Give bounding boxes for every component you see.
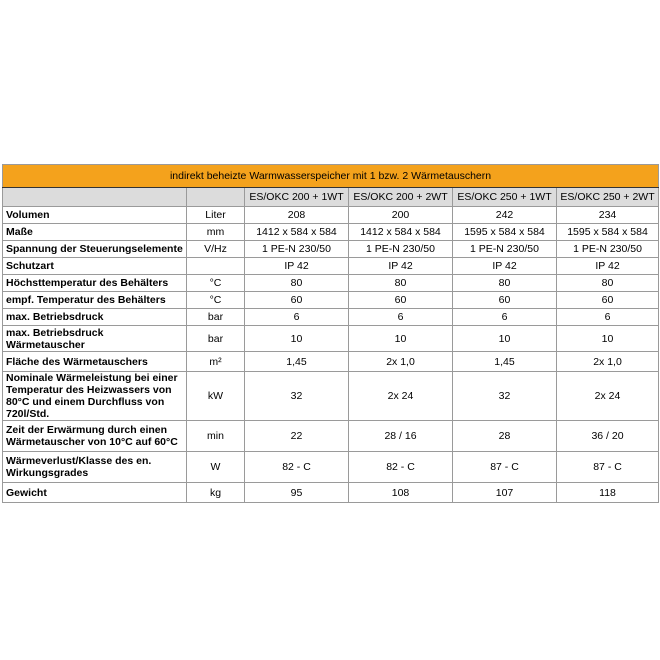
- row-value: 2x 1,0: [557, 352, 659, 372]
- table-row: [3, 207, 659, 224]
- row-unit: °C: [187, 292, 245, 309]
- row-unit: kW: [187, 372, 245, 421]
- row-value: 36 / 20: [557, 421, 659, 452]
- row-unit: kg: [187, 483, 245, 503]
- row-value: 6: [245, 309, 349, 326]
- table-row: [3, 483, 659, 503]
- row-label: max. Betriebsdruck Wärmetauscher: [3, 326, 187, 352]
- row-label: Fläche des Wärmetauschers: [3, 352, 187, 372]
- row-value: IP 42: [245, 258, 349, 275]
- row-value: 6: [557, 309, 659, 326]
- row-value: 22: [245, 421, 349, 452]
- table-row: [3, 352, 659, 372]
- row-value: 1 PE-N 230/50: [349, 241, 453, 258]
- row-value: 60: [349, 292, 453, 309]
- row-unit: mm: [187, 224, 245, 241]
- table-row: [3, 309, 659, 326]
- row-value: 60: [557, 292, 659, 309]
- table-row: [3, 421, 659, 452]
- row-value: 2x 1,0: [349, 352, 453, 372]
- row-value: 28: [453, 421, 557, 452]
- row-label: empf. Temperatur des Behälters: [3, 292, 187, 309]
- row-value: 242: [453, 207, 557, 224]
- row-value: 95: [245, 483, 349, 503]
- row-value: 1,45: [453, 352, 557, 372]
- header-empty-unit: [187, 188, 245, 207]
- spec-table: [2, 164, 659, 503]
- row-value: IP 42: [557, 258, 659, 275]
- row-value: 80: [557, 275, 659, 292]
- row-value: 87 - C: [453, 452, 557, 483]
- row-value: IP 42: [453, 258, 557, 275]
- row-value: 1 PE-N 230/50: [557, 241, 659, 258]
- row-value: 82 - C: [349, 452, 453, 483]
- row-value: 6: [349, 309, 453, 326]
- row-unit: min: [187, 421, 245, 452]
- table-row: [3, 452, 659, 483]
- row-value: 10: [245, 326, 349, 352]
- row-label: max. Betriebsdruck: [3, 309, 187, 326]
- row-value: 2x 24: [557, 372, 659, 421]
- row-label: Schutzart: [3, 258, 187, 275]
- table-row: [3, 292, 659, 309]
- row-unit: bar: [187, 326, 245, 352]
- row-value: 118: [557, 483, 659, 503]
- row-value: 28 / 16: [349, 421, 453, 452]
- row-value: 87 - C: [557, 452, 659, 483]
- row-unit: [187, 258, 245, 275]
- table-row: [3, 258, 659, 275]
- row-value: 1412 x 584 x 584: [245, 224, 349, 241]
- header-empty-label: [3, 188, 187, 207]
- row-value: 32: [453, 372, 557, 421]
- row-unit: Liter: [187, 207, 245, 224]
- table-title: indirekt beheizte Warmwasserspeicher mit 1 bzw. 2 Wärmetauschern: [3, 165, 659, 188]
- row-value: 107: [453, 483, 557, 503]
- row-value: 60: [245, 292, 349, 309]
- row-label: Volumen: [3, 207, 187, 224]
- row-unit: bar: [187, 309, 245, 326]
- row-value: 6: [453, 309, 557, 326]
- row-value: 80: [245, 275, 349, 292]
- column-header: ES/OKC 250 + 2WT: [557, 188, 659, 207]
- row-label: Wärmeverlust/Klasse des en. Wirkungsgrades: [3, 452, 187, 483]
- row-value: 1595 x 584 x 584: [453, 224, 557, 241]
- row-value: 1 PE-N 230/50: [453, 241, 557, 258]
- row-value: 1,45: [245, 352, 349, 372]
- row-label: Nominale Wärmeleistung bei einer Temperatur des Heizwassers von 80°C und einem Durchfluss von 720l/Std.: [3, 372, 187, 421]
- row-label: Spannung der Steuerungselemente: [3, 241, 187, 258]
- row-value: 1 PE-N 230/50: [245, 241, 349, 258]
- row-value: 10: [557, 326, 659, 352]
- table-row: [3, 275, 659, 292]
- row-unit: °C: [187, 275, 245, 292]
- row-unit: m²: [187, 352, 245, 372]
- row-value: 2x 24: [349, 372, 453, 421]
- row-value: IP 42: [349, 258, 453, 275]
- row-label: Maße: [3, 224, 187, 241]
- row-value: 1412 x 584 x 584: [349, 224, 453, 241]
- row-value: 32: [245, 372, 349, 421]
- row-label: Gewicht: [3, 483, 187, 503]
- row-value: 234: [557, 207, 659, 224]
- row-value: 80: [349, 275, 453, 292]
- row-value: 10: [349, 326, 453, 352]
- row-unit: W: [187, 452, 245, 483]
- row-value: 200: [349, 207, 453, 224]
- row-value: 60: [453, 292, 557, 309]
- row-value: 108: [349, 483, 453, 503]
- row-value: 208: [245, 207, 349, 224]
- column-header: ES/OKC 200 + 2WT: [349, 188, 453, 207]
- row-value: 10: [453, 326, 557, 352]
- header-row: [3, 188, 659, 207]
- row-unit: V/Hz: [187, 241, 245, 258]
- table-row: [3, 224, 659, 241]
- row-label: Höchsttemperatur des Behälters: [3, 275, 187, 292]
- column-header: ES/OKC 250 + 1WT: [453, 188, 557, 207]
- table-row: [3, 326, 659, 352]
- table-row: [3, 241, 659, 258]
- table-row: [3, 372, 659, 421]
- row-value: 82 - C: [245, 452, 349, 483]
- column-header: ES/OKC 200 + 1WT: [245, 188, 349, 207]
- row-value: 1595 x 584 x 584: [557, 224, 659, 241]
- row-label: Zeit der Erwärmung durch einen Wärmetauscher von 10°C auf 60°C: [3, 421, 187, 452]
- row-value: 80: [453, 275, 557, 292]
